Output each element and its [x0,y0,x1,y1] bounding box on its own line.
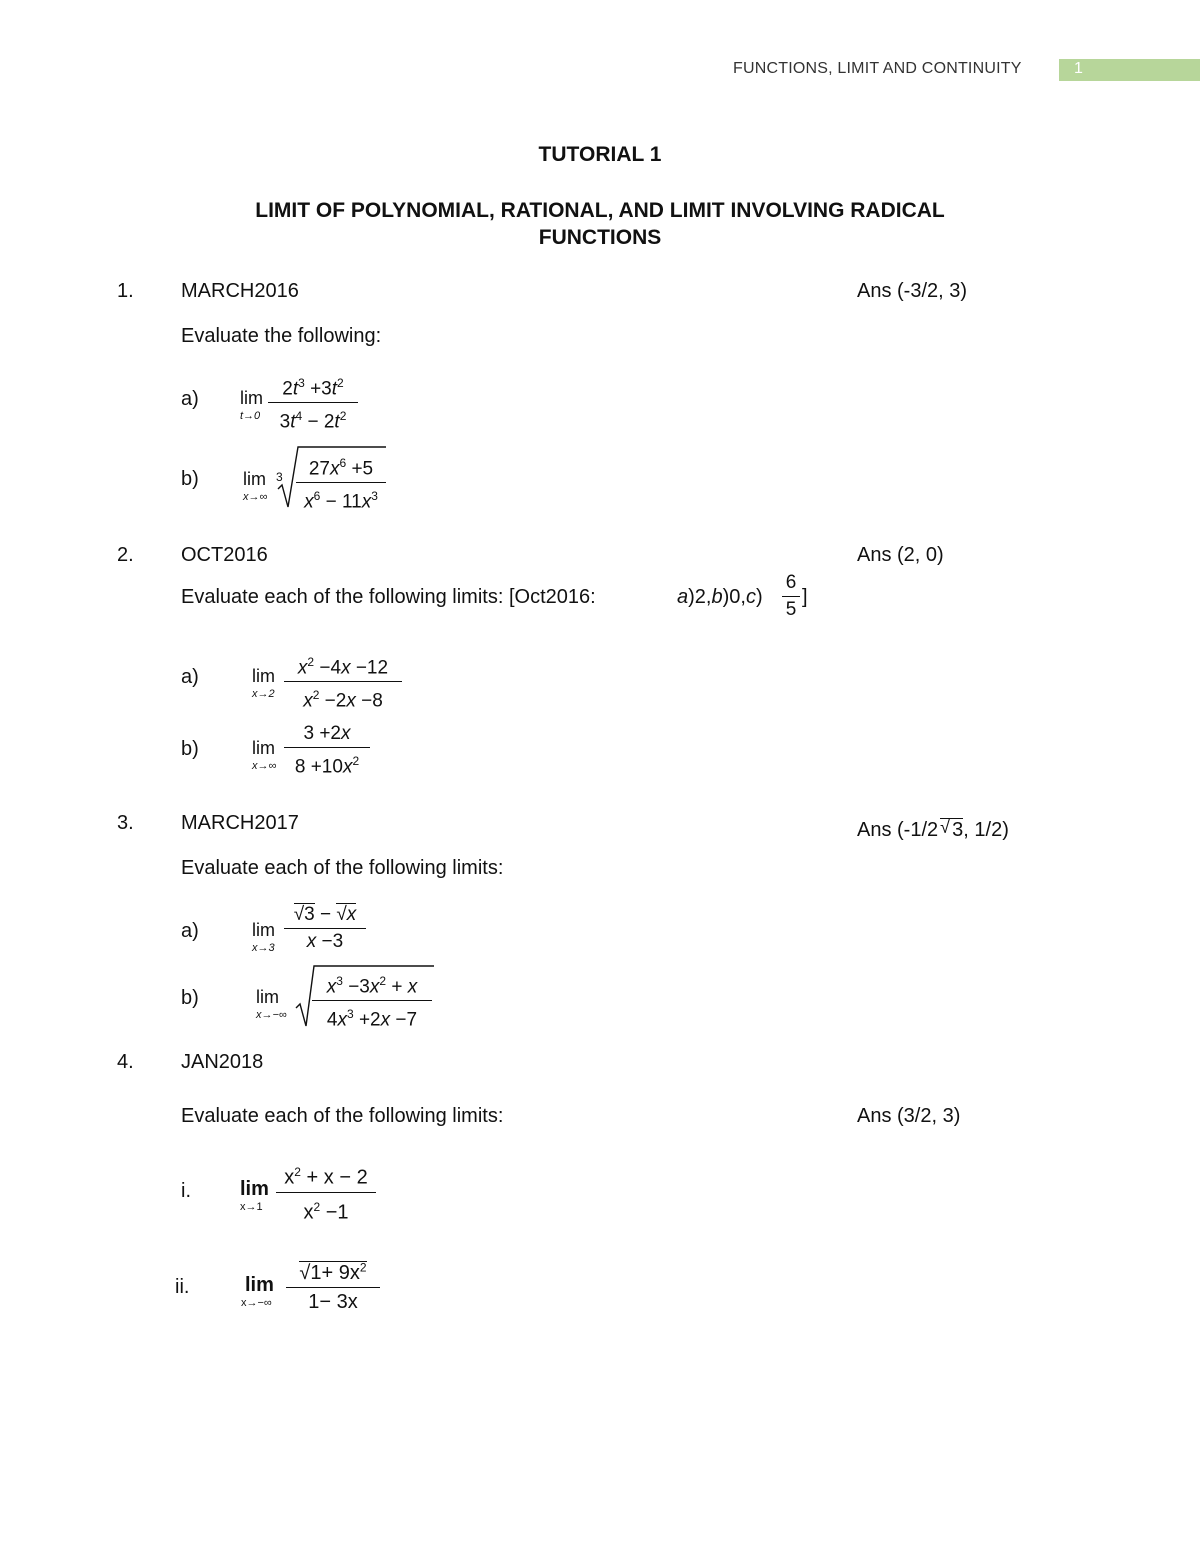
question-session: JAN2018 [181,1051,264,1073]
lim-subscript: x→−∞ [241,1297,272,1309]
part-label: b) [181,468,199,490]
question-answer: Ans (3/2, 3) [857,1105,961,1127]
fraction: $x^2 + x - 2$ $x^2 -1$ [276,1160,376,1224]
page-number: 1 [1074,60,1083,77]
limit-operator [252,666,275,700]
question-instruction: Evaluate the following: [181,325,382,347]
part-label: b) [181,987,199,1009]
fraction: $x^3 -3x^2 + x$ $4x^3 +2x -7$ [312,970,432,1032]
lim-text: lim [252,738,275,758]
lim-text: lim [243,469,266,489]
instruction-bracket: ] [802,586,808,608]
fraction: 3 +2x $8 +10x^2$ [284,723,370,778]
limit-operator [252,738,277,772]
limit-operator [241,1274,274,1309]
fraction: $27x^6 +5$ $x^6 - 11x^3$ [296,452,386,514]
limit-operator [243,469,268,503]
lim-subscript: x→−∞ [256,1009,287,1021]
question-instruction: Evaluate each of the following limits: [Oct2016: [181,586,596,608]
lim-text: lim [240,1178,269,1200]
page-title: TUTORIAL 1 [538,143,662,166]
question-number: 4. [117,1051,134,1073]
question-number: 2. [117,544,134,566]
lim-text: lim [240,388,263,408]
question-number: 1. [117,280,134,302]
fraction: $x^2 -4x -12$ $x^2 -2x -8$ [284,651,402,713]
instruction-answers: a)2,b)0,c) [677,586,763,608]
part-label: i. [181,1180,191,1202]
limit-operator [240,1178,269,1213]
running-header-title: FUNCTIONS, LIMIT AND CONTINUITY [733,60,1022,77]
part-label: a) [181,920,199,942]
lim-subscript: x→2 [252,688,275,700]
limit-operator [252,920,275,954]
lim-text: lim [256,987,279,1007]
lim-text: lim [252,666,275,686]
fraction: $√1+ 9x^2$ 1− 3x [286,1255,380,1314]
subtitle-line-2: FUNCTIONS [538,226,662,249]
question-instruction: Evaluate each of the following limits: [181,857,504,879]
fraction: √3 − √x x −3 [284,904,366,953]
lim-text: lim [252,920,275,940]
lim-subscript: x→∞ [243,491,268,503]
answer-radical [940,818,963,842]
answer-suffix: , 1/2) [963,819,1009,841]
root-index: 3 [276,470,283,484]
part-label: a) [181,666,199,688]
question-session: OCT2016 [181,544,268,566]
part-label: ii. [175,1276,190,1298]
question-session: MARCH2016 [181,280,299,302]
lim-subscript: x→∞ [252,760,277,772]
lim-subscript: x→1 [240,1201,263,1213]
lim-subscript: t→0 [240,410,261,422]
limit-operator [256,987,287,1021]
subtitle-line-1: LIMIT OF POLYNOMIAL, RATIONAL, AND LIMIT INVOLVING RADICAL [255,199,945,222]
answer-root-value: 3 [952,819,964,841]
fraction: $2t^3 +3t^2$ $3t^4 - 2t^2$ [268,372,358,434]
question-answer: Ans (2, 0) [857,544,944,566]
question-answer: Ans (-3/2, 3) [857,280,968,302]
part-label: a) [181,388,199,410]
part-label: b) [181,738,199,760]
question-session: MARCH2017 [181,812,299,834]
question-number: 3. [117,812,134,834]
question-answer [857,818,1009,842]
fraction: 6 5 [782,572,800,621]
limit-operator [240,388,263,422]
lim-subscript: x→3 [252,942,275,954]
question-instruction: Evaluate each of the following limits: [181,1105,504,1127]
answer-prefix: Ans (-1/2 [857,819,939,841]
lim-text: lim [245,1274,274,1296]
radical-icon: √ [940,817,951,837]
